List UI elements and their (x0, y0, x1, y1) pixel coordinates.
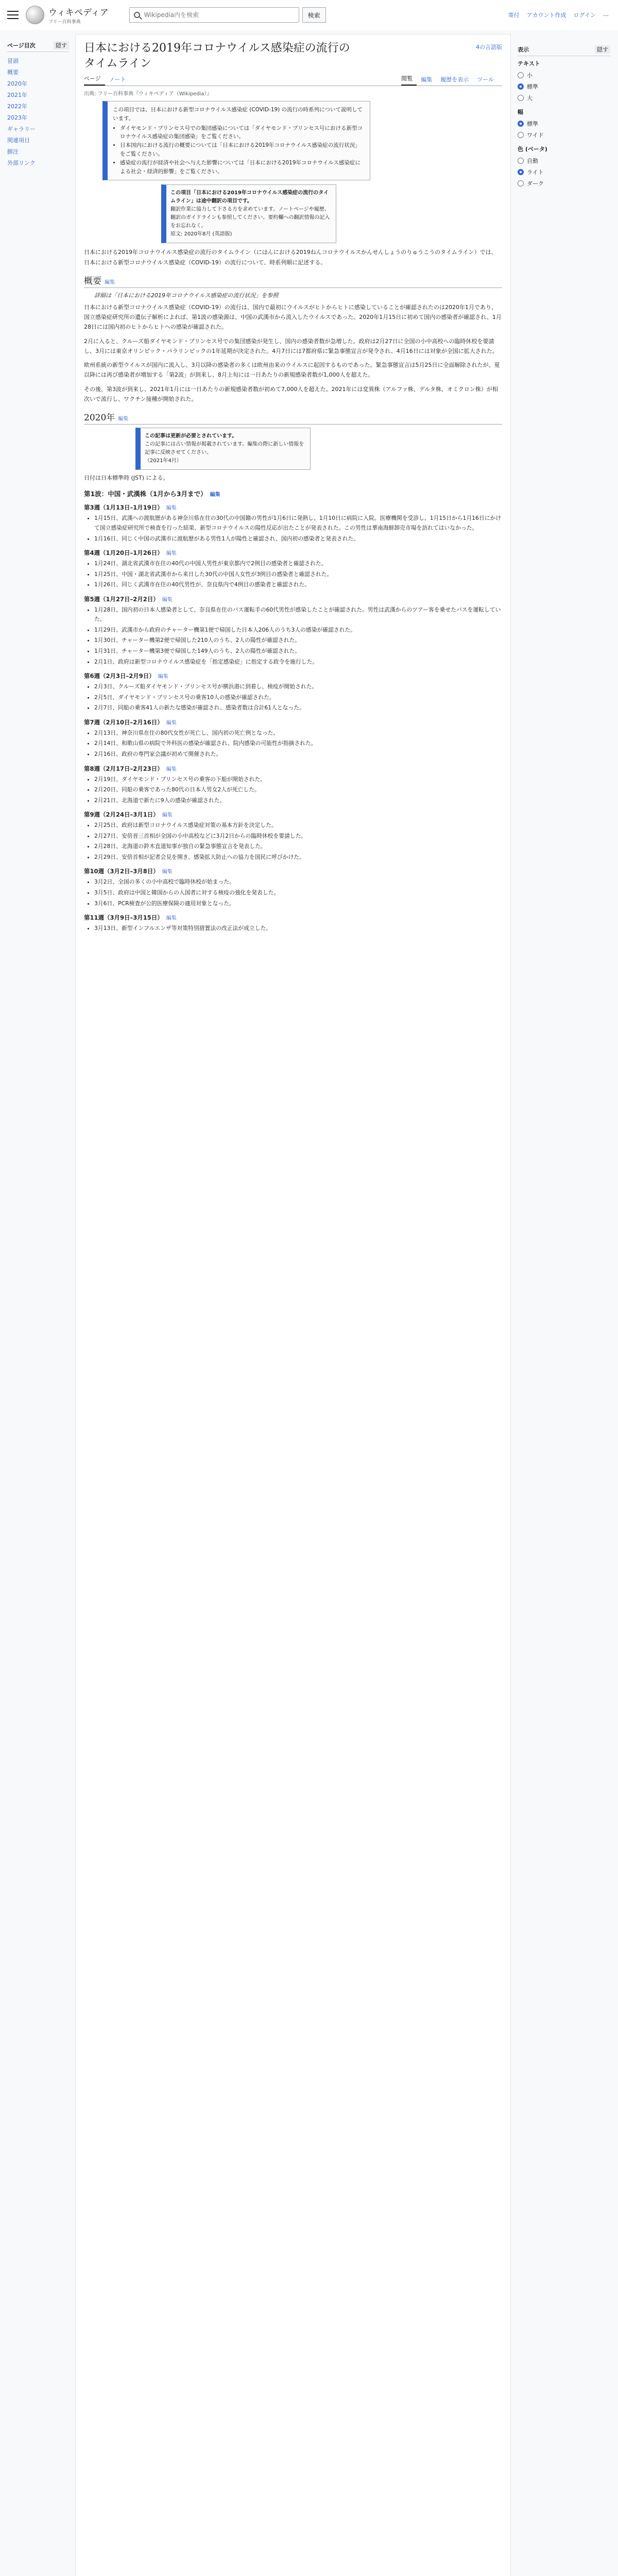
appearance-hide-button[interactable]: 隠す (595, 45, 610, 54)
color-label: 色 (ベータ) (518, 146, 547, 152)
text-size-standard[interactable]: 標準 (518, 81, 610, 92)
section-2020-heading: 2020年 編集 (84, 410, 502, 425)
event-item: • 2月27日、安倍晋三首相が全国の小中高校などに3月2日からの臨時休校を要請した。 (94, 832, 502, 841)
event-item: • 2月20日、同船の乗客であった80代の日本人男女2人が死亡した。 (94, 785, 502, 795)
edit-link[interactable]: 編集 (158, 674, 168, 680)
search-box (129, 7, 299, 23)
color-dark[interactable]: ダーク (518, 178, 610, 189)
tab-read[interactable]: 閲覧 (401, 74, 417, 86)
top-bar (0, 0, 618, 30)
event-item: • 3月5日、政府は中国と韓国からの入国者に対する検疫の強化を発表した。 (94, 888, 502, 898)
more-menu-icon[interactable]: … (603, 11, 609, 18)
radio-selected-icon (518, 169, 524, 175)
overview-paragraph: 日本における新型コロナウイルス感染症（COVID-19）の流行は、国内で最初にウイルスがヒトからヒトに感染していることが確認されたのは2020年1月であり、国立感染症研究所の遺伝子解析によれば、第1波の感染源は、中国の武漢市から流入したウイルスであった。2020年1月15日に初めて国内の感染者が確認され、1月28日には国内初のヒトからヒトへの感染が確認された。 (84, 303, 502, 331)
edit-link[interactable]: 編集 (166, 505, 177, 512)
site-name: ウィキペディア (48, 8, 109, 18)
edit-link[interactable]: 編集 (162, 869, 173, 875)
event-item: • 2月21日、北海道で新たに9人の感染が確認された。 (94, 796, 502, 806)
event-item: • 2月28日、北海道の鈴木直道知事が独自の緊急事態宣言を発表した。 (94, 842, 502, 852)
week-heading: 第7週（2月10日–2月16日） 編集 (84, 718, 177, 726)
event-item: • 1月26日、同じく武漢市在住の40代男性が、奈良県内で4例目の感染者と確認された。 (94, 580, 502, 590)
edit-link[interactable]: 編集 (166, 766, 177, 772)
update-notice-title: この記事は更新が必要とされています。 (145, 433, 237, 439)
edit-link[interactable]: 編集 (105, 279, 115, 285)
event-item: • 1月31日、チャーター機第3便で帰国した149人のうち、2人の陽性が確認された。 (94, 647, 502, 656)
lead-paragraph: 日本における2019年コロナウイルス感染症の流行のタイムライン（にほんにおける2019ねんコロナウイルスかんせんしょうのりゅうこうのタイムライン）では、日本における新型コロナウイルス感染症（COVID-19）の流行について、時系列順に記述する。 (84, 249, 497, 266)
width-wide[interactable]: ワイド (518, 129, 610, 141)
width-label: 幅 (518, 109, 523, 115)
toc-item-overview[interactable]: 概要 (7, 69, 19, 76)
event-item: • 2月13日、神奈川県在住の80代女性が死亡し、国内初の死亡例となった。 (94, 728, 502, 738)
from-line: 出典: フリー百科事典『ウィキペディア（Wikipedia）』 (84, 91, 212, 97)
update-notice (135, 428, 311, 470)
event-item: • 3月2日、全国の多くの小中高校で臨時休校が始まった。 (94, 877, 502, 887)
event-item: • 1月28日、国内初の日本人感染者として、奈良県在住のバス運転手の60代男性が感染したことが確認された。男性は武漢からのツアー客を乗せたバスを運転していた。 (94, 605, 502, 624)
translation-notice-body: 翻訳作業に協力して下さる方を求めています。ノートページや履歴、翻訳のガイドラインも参照してください。要約欄への翻訳情報の記入をお忘れなく。 (170, 207, 330, 229)
event-item: • 2月1日、政府は新型コロナウイルス感染症を「指定感染症」に指定する政令を施行した。 (94, 657, 502, 667)
edit-link[interactable]: 編集 (166, 720, 177, 726)
overview-paragraph: 欧州系統の新型ウイルスが国内に流入し、3月以降の感染者の多くは欧州由来のウイルスに起因するものであった。緊急事態宣言は5月25日に全面解除されたが、夏以降には再び感染者が増加する「第2波」が到来し、8月上旬には一日あたりの新規感染者数が1,000人を超えた。 (84, 362, 500, 379)
toc-item-gallery[interactable]: ギャラリー (7, 126, 36, 132)
toc-item-notes[interactable]: 脚注 (7, 148, 19, 155)
week-heading: 第10週（3月2日–3月8日） 編集 (84, 868, 173, 875)
toc-item-2022[interactable]: 2022年 (7, 103, 27, 110)
radio-icon (518, 180, 524, 187)
radio-icon (518, 72, 524, 78)
color-auto[interactable]: 自動 (518, 155, 610, 166)
page-title: 日本における2019年コロナウイルス感染症の流行のタイムライン (84, 42, 350, 70)
event-list (84, 821, 502, 862)
toc-item-2023[interactable]: 2023年 (7, 114, 27, 121)
toc-item-2021[interactable]: 2021年 (7, 92, 27, 98)
event-item: • 3月13日、新型インフルエンザ等対策特別措置法の改正法が成立した。 (94, 924, 502, 934)
event-list (84, 775, 502, 806)
week-heading: 第3週（1月13日–1月19日） 編集 (84, 504, 177, 512)
tab-page[interactable]: ページ (84, 74, 105, 86)
radio-icon (518, 95, 524, 101)
login-link[interactable]: ログイン (573, 12, 596, 19)
appearance-header (518, 45, 610, 56)
section-overview-heading: 概要 編集 (84, 274, 502, 288)
tab-edit[interactable]: 編集 (421, 76, 433, 83)
event-list (84, 514, 502, 544)
appearance-title: 表示 (518, 46, 529, 53)
event-item: • 2月5日、ダイヤモンド・プリンセス号の乗客10人の感染が確認された。 (94, 693, 502, 703)
search-icon (134, 12, 140, 18)
event-item: • 1月16日、同じく中国の武漢市に渡航歴がある男性1人が陽性と確認され、国内初の感染者と発表された。 (94, 534, 502, 544)
week-heading: 第6週（2月3日–2月9日） 編集 (84, 672, 168, 680)
color-light[interactable]: ライト (518, 166, 610, 178)
overview-paragraph: 2月に入ると、クルーズ船ダイヤモンド・プリンセス号での集団感染が発生し、国内の感染者数が急増した。政府は2月27日に全国の小中高校への臨時休校を要請し、3月には東京オリンピック・パラリンピックの1年延期が決定された。4月7日には7都府県に緊急事態宣言が発令され、4月16日には対象が全国に拡大された。 (84, 337, 498, 354)
timezone-note: 日付は日本標準時 (JST) による。 (84, 474, 169, 482)
tab-history[interactable]: 履歴を表示 (440, 76, 469, 83)
notice-item: • 感染症の流行が経済や社会へ与えた影響については「日本における2019年コロナウイルス感染症による社会・経済的影響」をご覧ください。 (120, 159, 365, 176)
hatnote: 詳細は「日本における2019年コロナウイルス感染症の流行状況」を参照 (94, 292, 279, 299)
notice-text: この項目では、日本における新型コロナウイルス感染症 (COVID-19) の流行の時系列について説明しています。 (113, 107, 363, 122)
event-item: • 2月16日、政府の専門家会議が初めて開催された。 (94, 750, 502, 759)
event-item: • 2月3日、クルーズ船ダイヤモンド・プリンセス号が横浜港に到着し、検疫が開始された。 (94, 682, 502, 692)
event-item: • 1月30日、チャーター機第2便で帰国した210人のうち、2人の陽性が確認された。 (94, 636, 502, 646)
weeks-container (84, 503, 502, 933)
edit-link[interactable]: 編集 (166, 916, 177, 922)
update-notice-body: この記事には古い情報が掲載されています。編集の際に新しい情報を記事に反映させてください。 (145, 442, 304, 456)
site-tagline: フリー百科事典 (48, 20, 81, 25)
text-size-small[interactable]: 小 (518, 70, 610, 81)
event-item: • 1月24日、湖北省武漢市在住の40代の中国人男性が東京都内で2例目の感染者と確認された。 (94, 559, 502, 569)
update-notice-date: （2021年4月） (145, 458, 182, 464)
wikipedia-globe-icon (26, 6, 44, 24)
event-item: • 2月25日、政府は新型コロナウイルス感染症対策の基本方針を決定した。 (94, 821, 502, 831)
week-heading: 第4週（1月20日–1月26日） 編集 (84, 549, 177, 557)
toc-item-external-links[interactable]: 外部リンク (7, 160, 36, 166)
event-list (84, 605, 502, 667)
radio-icon (518, 158, 524, 164)
create-account-link[interactable]: アカウント作成 (526, 12, 566, 19)
menu-icon[interactable] (7, 11, 19, 19)
width-standard[interactable]: 標準 (518, 118, 610, 129)
toc-item-related[interactable]: 関連項目 (7, 137, 30, 144)
event-item: • 3月6日、PCR検査が公的医療保険の適用対象となった。 (94, 899, 502, 909)
edit-link[interactable]: 編集 (166, 551, 177, 557)
overview-paragraph: その後、第3波が到来し、2021年1月には一日あたりの新規感染者数が初めて7,000人を超えた。2021年には変異株（アルファ株、デルタ株、オミクロン株）が相次いで流行し、ワクチン接種が開始された。 (84, 385, 498, 402)
event-list (84, 559, 502, 590)
toc-hide-button[interactable]: 隠す (54, 41, 69, 49)
user-links (508, 11, 609, 19)
toc-item-2020[interactable]: 2020年 (7, 80, 27, 87)
language-button[interactable]: 4の言語版 (476, 44, 502, 50)
toc-header (7, 41, 69, 52)
donate-link[interactable]: 寄付 (508, 12, 520, 19)
event-list (84, 924, 502, 934)
radio-icon (518, 132, 524, 138)
article-content (75, 34, 511, 2576)
event-item: • 1月15日、武漢への渡航歴がある神奈川県在住の30代の中国籍の男性が1月6日に発熱し、1月10日に病院に入院。医療機関を受診し、1月15日から1月16日にかけて国立感染症研究所で検査を行った結果、新型コロナウイルスの陽性反応が出たことが発表された。この男性は華南海鮮卸売市場を訪れてはいなかった。 (94, 514, 502, 533)
radio-selected-icon (518, 83, 524, 90)
event-item: • 2月14日、和歌山県の病院で外科医の感染が確認され、院内感染の可能性が指摘された。 (94, 739, 502, 749)
page-tabs (84, 75, 502, 86)
search-input[interactable] (143, 11, 295, 19)
toc-item-top[interactable]: 冒頭 (7, 58, 19, 64)
tab-tools[interactable]: ツール (477, 76, 494, 83)
table-of-contents (7, 41, 69, 168)
tab-talk[interactable]: ノート (109, 76, 126, 83)
disambiguation-notice (102, 101, 370, 180)
event-item: • 2月7日、同船の乗客41人の新たな感染が確認され、感染者数は合計61人となった。 (94, 703, 502, 713)
translation-notice-source: 原文: 2020年8月 (英語版) (170, 231, 232, 238)
edit-link[interactable]: 編集 (210, 492, 220, 498)
edit-link[interactable]: 編集 (162, 597, 173, 603)
event-item: • 1月29日、武漢市から政府のチャーター機第1便で帰国した日本人206人のうち3人の感染が確認された。 (94, 625, 502, 635)
event-item: • 2月19日、ダイヤモンド・プリンセス号の乗客の下船が開始された。 (94, 775, 502, 785)
search-button[interactable]: 検索 (302, 7, 326, 23)
event-list (84, 682, 502, 713)
section-phase1-heading: 第1波：中国・武漢株（1月から3月まで） 編集 (84, 490, 220, 498)
week-heading: 第11週（3月9日–3月15日） 編集 (84, 914, 177, 922)
edit-link[interactable]: 編集 (162, 812, 173, 819)
week-heading: 第5週（1月27日–2月2日） 編集 (84, 595, 173, 603)
notice-item: • 日本国内における流行の概要については「日本における2019年コロナウイルス感染症の流行状況」をご覧ください。 (120, 141, 365, 159)
toc-title: ページ目次 (7, 42, 36, 49)
text-size-large[interactable]: 大 (518, 92, 610, 104)
week-heading: 第8週（2月17日–2月23日） 編集 (84, 765, 177, 772)
event-item: • 1月25日、中国・湖北省武漢市から来日した30代の中国人女性が3例目の感染者と確認された。 (94, 570, 502, 580)
week-heading: 第9週（2月24日–3月1日） 編集 (84, 811, 173, 819)
event-item: • 2月29日、安倍首相が記者会見を開き、感染拡大防止への協力を国民に呼びかけた。 (94, 853, 502, 862)
radio-selected-icon (518, 121, 524, 127)
translation-notice (161, 184, 336, 243)
event-list (84, 877, 502, 908)
text-size-label: テキスト (518, 60, 540, 67)
event-list (84, 728, 502, 759)
edit-link[interactable]: 編集 (118, 416, 129, 422)
notice-item: • ダイヤモンド・プリンセス号での集団感染については「ダイヤモンド・プリンセス号における新型コロナウイルス感染症の集団感染」をご覧ください。 (120, 124, 365, 142)
appearance-panel (518, 41, 610, 189)
site-logo[interactable] (26, 5, 109, 25)
translation-notice-title: この項目「日本における2019年コロナウイルス感染症の流行のタイムライン」は途中翻訳の項目です。 (170, 190, 329, 205)
